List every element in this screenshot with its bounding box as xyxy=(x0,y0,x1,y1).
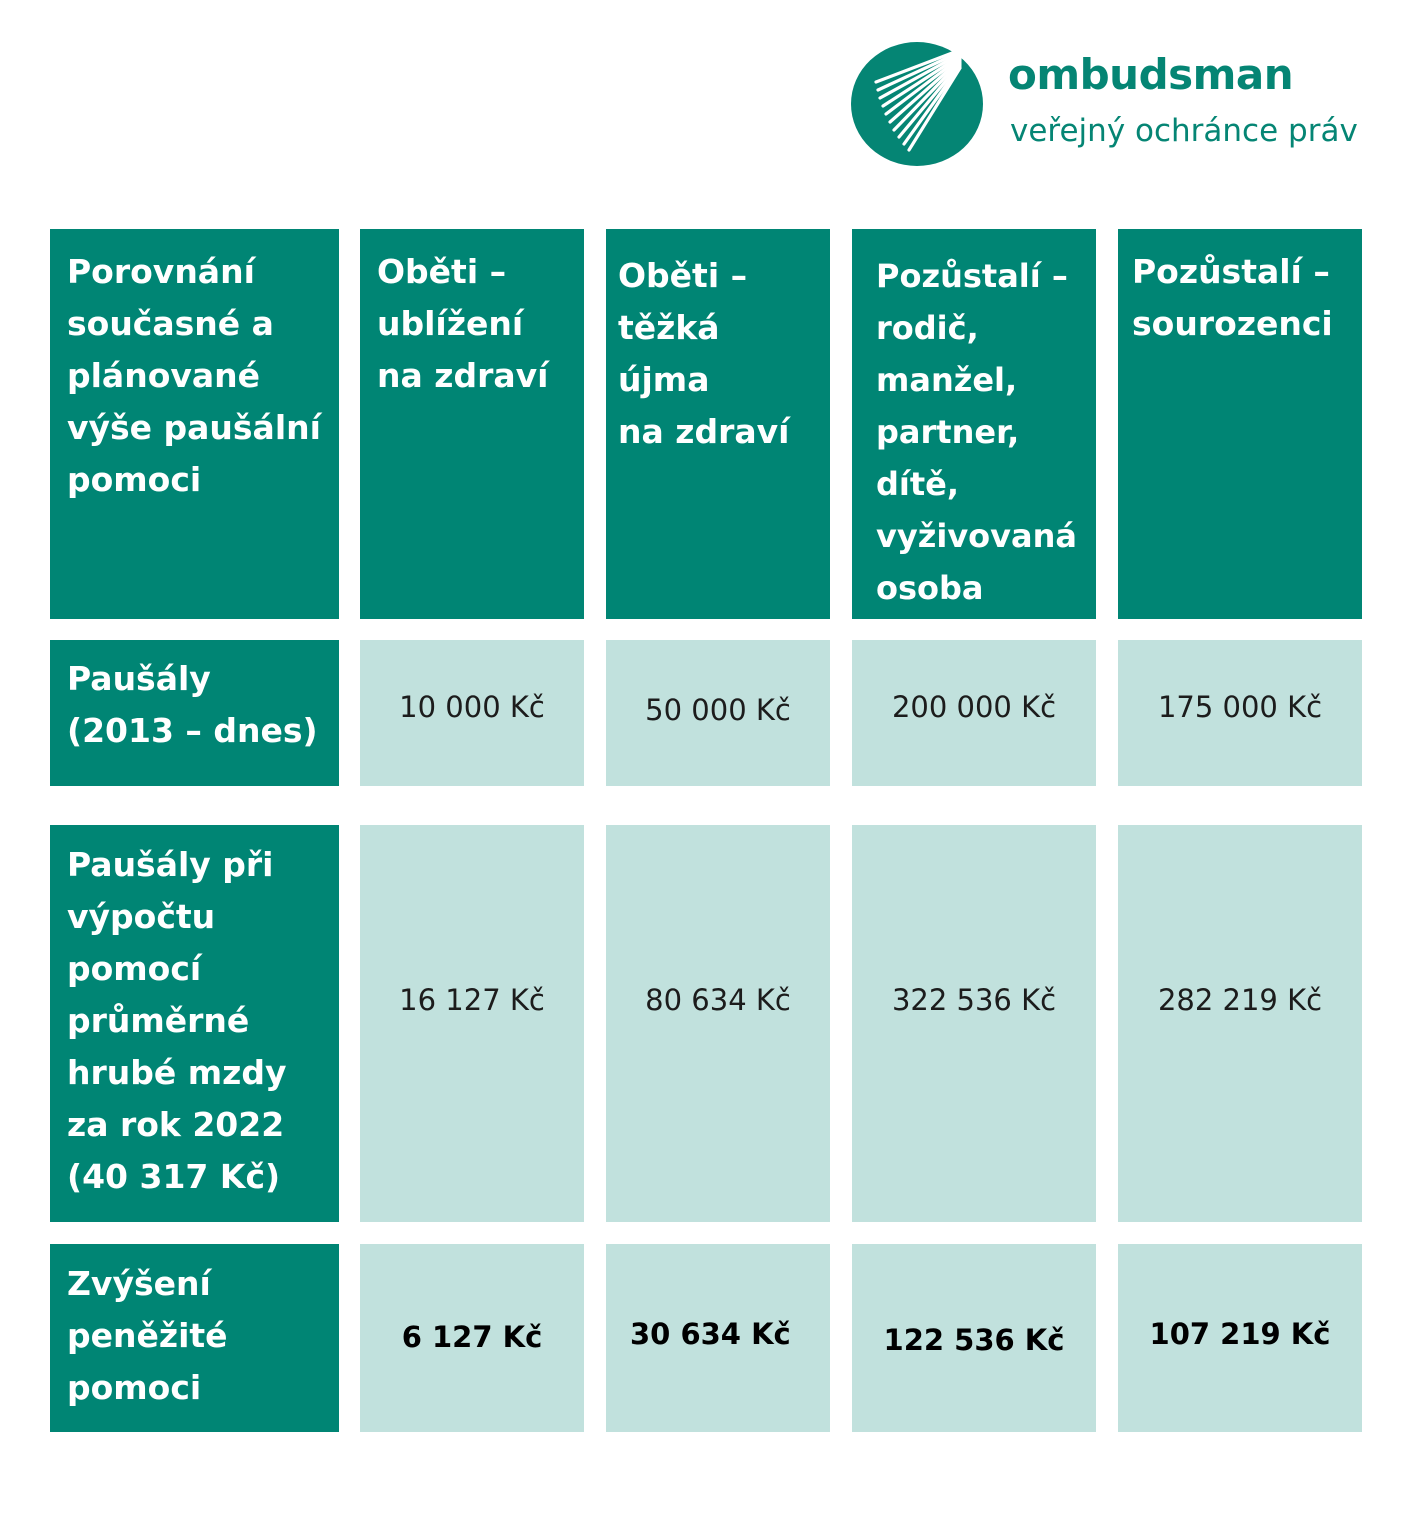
value-increase-survivors-siblings: 107 219 Kč xyxy=(1118,1244,1362,1432)
value-planned-survivors-siblings: 282 219 Kč xyxy=(1118,825,1362,1222)
row-label-current-flat-rates: Paušály (2013 – dnes) xyxy=(50,640,339,786)
value-increase-victims-injury: 6 127 Kč xyxy=(360,1244,584,1432)
value-planned-victims-injury: 16 127 Kč xyxy=(360,825,584,1222)
value-planned-victims-severe-injury: 80 634 Kč xyxy=(606,825,830,1222)
row-label-planned-flat-rates: Paušály při výpočtu pomocí průměrné hrubé mzdy za rok 2022 (40 317 Kč) xyxy=(50,825,339,1222)
value-current-victims-severe-injury: 50 000 Kč xyxy=(606,640,830,786)
value-current-survivors-family: 200 000 Kč xyxy=(852,640,1096,786)
value-increase-survivors-family: 122 536 Kč xyxy=(852,1244,1096,1432)
value-current-victims-injury: 10 000 Kč xyxy=(360,640,584,786)
value-planned-survivors-family: 322 536 Kč xyxy=(852,825,1096,1222)
logo-brand-name: ombudsman xyxy=(1008,50,1294,99)
table-corner-heading: Porovnání současné a plánované výše paušální pomoci xyxy=(50,229,339,619)
column-header-victims-injury: Oběti – ublížení na zdraví xyxy=(360,229,584,619)
row-label-increase: Zvýšení peněžité pomoci xyxy=(50,1244,339,1432)
ombudsman-logo xyxy=(850,40,1390,170)
column-header-victims-severe-injury: Oběti – těžká újma na zdraví xyxy=(606,229,830,619)
ombudsman-feather-emblem-icon xyxy=(850,40,986,168)
column-header-survivors-siblings: Pozůstalí – sourozenci xyxy=(1118,229,1362,619)
value-increase-victims-severe-injury: 30 634 Kč xyxy=(606,1244,830,1432)
value-current-survivors-siblings: 175 000 Kč xyxy=(1118,640,1362,786)
logo-tagline: veřejný ochránce práv xyxy=(1010,113,1358,149)
column-header-survivors-family: Pozůstalí – rodič, manžel, partner, dítě, vyživovaná osoba xyxy=(852,229,1096,619)
